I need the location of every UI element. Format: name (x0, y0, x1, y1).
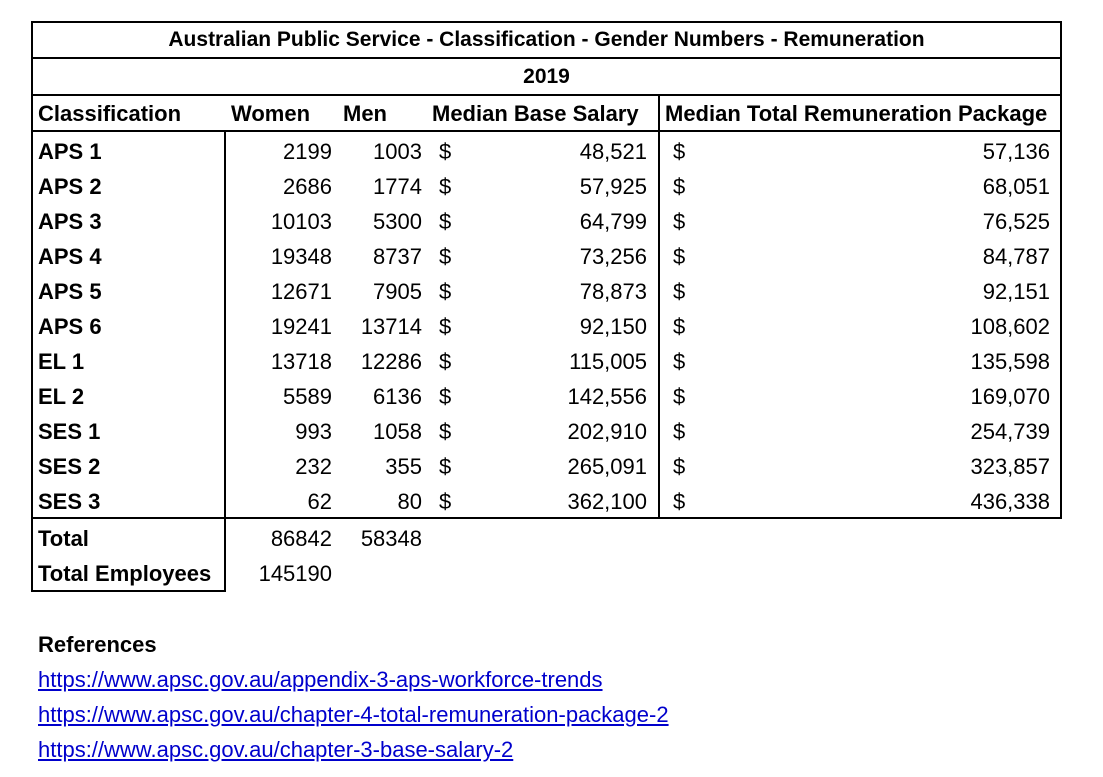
row-women: 2199 (283, 139, 332, 164)
row-median-base: 78,873 (579, 279, 647, 304)
row-base-currency: $ (439, 384, 452, 409)
row-women: 10103 (270, 209, 332, 234)
references-heading: References (38, 632, 157, 657)
row-men: 1774 (373, 174, 422, 199)
row-total-currency: $ (673, 454, 686, 479)
package-divider (658, 96, 660, 519)
row-women: 2686 (283, 174, 332, 199)
row-men: 8737 (373, 244, 422, 269)
total-employees-value: 145190 (258, 561, 332, 586)
row-classification: APS 4 (38, 244, 102, 269)
row-women: 13718 (270, 349, 332, 374)
year-banner (31, 57, 1062, 96)
row-median-total: 108,602 (970, 314, 1050, 339)
total-employees-label: Total Employees (38, 561, 212, 586)
total-men: 58348 (360, 526, 422, 551)
row-median-base: 115,005 (569, 349, 647, 374)
row-median-base: 202,910 (567, 419, 647, 444)
row-total-currency: $ (673, 209, 686, 234)
row-median-total: 76,525 (982, 209, 1050, 234)
row-classification: SES 1 (38, 419, 101, 444)
row-classification: SES 2 (38, 454, 101, 479)
data-bottom-border (31, 517, 1062, 519)
row-men: 7905 (373, 279, 422, 304)
row-median-base: 142,556 (567, 384, 647, 409)
row-women: 5589 (283, 384, 332, 409)
row-women: 232 (295, 454, 332, 479)
row-total-currency: $ (673, 279, 686, 304)
row-men: 5300 (373, 209, 422, 234)
row-base-currency: $ (439, 174, 452, 199)
row-median-total: 323,857 (970, 454, 1050, 479)
row-total-currency: $ (673, 314, 686, 339)
row-base-currency: $ (439, 279, 452, 304)
title-banner (31, 21, 1062, 59)
reference-link-total-remuneration[interactable]: https://www.apsc.gov.au/chapter-4-total-remuneration-package-2 (38, 702, 669, 727)
row-total-currency: $ (673, 349, 686, 374)
row-classification: APS 5 (38, 279, 102, 304)
row-median-base: 92,150 (579, 314, 647, 339)
row-median-total: 169,070 (970, 384, 1050, 409)
row-total-currency: $ (673, 139, 686, 164)
header-women: Women (231, 101, 311, 126)
row-men: 355 (385, 454, 422, 479)
row-base-currency: $ (439, 314, 452, 339)
row-total-currency: $ (673, 244, 686, 269)
row-total-currency: $ (673, 419, 686, 444)
total-label: Total (38, 526, 89, 551)
row-women: 993 (295, 419, 332, 444)
row-base-currency: $ (439, 349, 452, 374)
header-median-total: Median Total Remuneration Package (665, 101, 1048, 126)
row-median-total: 92,151 (982, 279, 1050, 304)
row-classification: EL 1 (38, 349, 85, 374)
row-median-total: 436,338 (970, 489, 1050, 514)
row-classification: APS 3 (38, 209, 102, 234)
row-median-base: 57,925 (579, 174, 647, 199)
classification-divider (224, 130, 226, 592)
row-men: 1058 (373, 419, 422, 444)
row-classification: APS 6 (38, 314, 102, 339)
row-men: 6136 (373, 384, 422, 409)
row-women: 19348 (270, 244, 332, 269)
row-median-base: 265,091 (567, 454, 647, 479)
row-median-base: 73,256 (579, 244, 647, 269)
row-median-total: 254,739 (970, 419, 1050, 444)
row-women: 12671 (270, 279, 332, 304)
row-median-base: 64,799 (579, 209, 647, 234)
row-classification: SES 3 (38, 489, 101, 514)
table-year: 2019 (523, 65, 570, 88)
reference-link-base-salary[interactable]: https://www.apsc.gov.au/chapter-3-base-salary-2 (38, 737, 514, 762)
row-classification: APS 1 (38, 139, 102, 164)
header-classification: Classification (38, 101, 182, 126)
row-women: 62 (307, 489, 332, 514)
row-base-currency: $ (439, 139, 452, 164)
row-median-total: 57,136 (982, 139, 1050, 164)
right-border (1060, 94, 1062, 519)
row-base-currency: $ (439, 454, 452, 479)
row-median-total: 68,051 (982, 174, 1050, 199)
row-base-currency: $ (439, 244, 452, 269)
totals-bottom-border (31, 590, 226, 592)
header-men: Men (343, 101, 387, 126)
row-median-total: 135,598 (970, 349, 1050, 374)
row-women: 19241 (270, 314, 332, 339)
reference-link-workforce-trends[interactable]: https://www.apsc.gov.au/appendix-3-aps-workforce-trends (38, 667, 603, 692)
header-median-base: Median Base Salary (432, 101, 639, 126)
row-total-currency: $ (673, 384, 686, 409)
row-median-total: 84,787 (982, 244, 1050, 269)
row-classification: EL 2 (38, 384, 85, 409)
row-base-currency: $ (439, 209, 452, 234)
row-men: 80 (397, 489, 422, 514)
row-base-currency: $ (439, 419, 452, 444)
row-men: 13714 (360, 314, 422, 339)
row-classification: APS 2 (38, 174, 102, 199)
row-total-currency: $ (673, 489, 686, 514)
row-total-currency: $ (673, 174, 686, 199)
total-women: 86842 (270, 526, 332, 551)
row-median-base: 48,521 (579, 139, 647, 164)
row-base-currency: $ (439, 489, 452, 514)
row-men: 12286 (360, 349, 422, 374)
header-underline (31, 130, 1062, 132)
row-men: 1003 (373, 139, 422, 164)
table-title: Australian Public Service - Classification - Gender Numbers - Remuneration (168, 28, 925, 51)
row-median-base: 362,100 (567, 489, 647, 514)
